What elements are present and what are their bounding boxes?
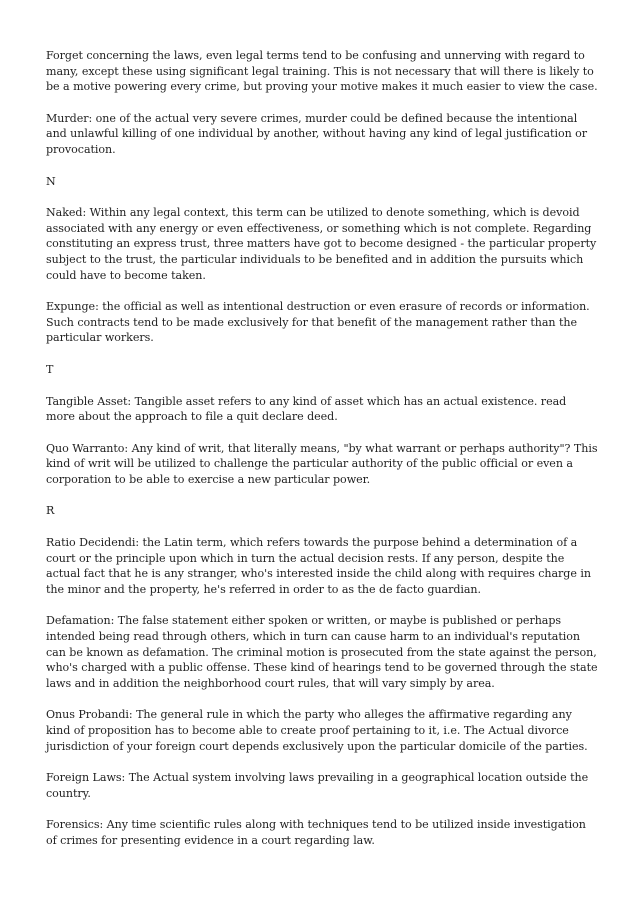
paragraph-defamation: Defamation: The false statement either spoken or written, or maybe is published or perhaps intended being read through others, which in turn can cause harm to an individual's reputation can be known as defamation. The criminal motion is prosecuted from the state against the person, who's charged with a public offense. These kind of hearings tend to be governed through the state laws and in addition the neighborhood court rules, that will vary simply by area. bbox=[46, 614, 598, 690]
document-page bbox=[46, 48, 598, 865]
section-letter-r: R bbox=[46, 504, 55, 518]
paragraph-forensics: Forensics: Any time scientific rules along with techniques tend to be utilized inside investigation of crimes for presenting evidence in a court regarding law. bbox=[46, 818, 586, 847]
section-letter-t: T bbox=[46, 362, 54, 376]
paragraph-naked: Naked: Within any legal context, this term can be utilized to denote something, which is devoid associated with any energy or even effectiveness, or something which is not complete. Regarding constituting an express trust, three matters have got to become designed - the particular property subject to the trust, the particular individuals to be benefited and in addition the pursuits which could have to become taken. bbox=[46, 206, 597, 282]
paragraph-quo-warranto: Quo Warranto: Any kind of writ, that literally means, "by what warrant or perhaps authority"? This kind of writ will be utilized to challenge the particular authority of the public official or even a corporation to be able to exercise a new particular power. bbox=[46, 441, 598, 486]
paragraph-murder: Murder: one of the actual very severe crimes, murder could be defined because the intentional and unlawful killing of one individual by another, without having any kind of legal justification or provocation. bbox=[46, 111, 588, 156]
paragraph-foreign-laws: Foreign Laws: The Actual system involving laws prevailing in a geographical location outside the country. bbox=[46, 771, 589, 800]
paragraph-onus-probandi: Onus Probandi: The general rule in which the party who alleges the affirmative regarding any kind of proposition has to become able to create proof pertaining to it, i.e. The Actual divorce jurisdiction of your foreign court depends exclusively upon the particular domicile of the parties. bbox=[46, 708, 588, 753]
paragraph-expunge: Expunge: the official as well as intentional destruction or even erasure of records or information. Such contracts tend to be made exclusively for that benefit of the management rather than the particular workers. bbox=[46, 300, 590, 345]
paragraph-tangible-asset: Tangible Asset: Tangible asset refers to any kind of asset which has an actual existence. read more about the approach to file a quit declare deed. bbox=[46, 394, 567, 424]
paragraph-intro: Forget concerning the laws, even legal terms tend to be confusing and unnerving with regard to many, except these using significant legal training. This is not necessary that will there is likely to be a motive powering every crime, but proving your motive makes it much easier to view the case. bbox=[46, 49, 598, 94]
section-letter-n: N bbox=[46, 174, 56, 188]
paragraph-ratio-decidendi: Ratio Decidendi: the Latin term, which refers towards the purpose behind a determination of a court or the principle upon which in turn the actual decision rests. If any person, despite the actual fact that he is any stranger, who's interested inside the child along with requires charge in the minor and the property, he's referred in order to as the de facto guardian. bbox=[46, 536, 591, 596]
